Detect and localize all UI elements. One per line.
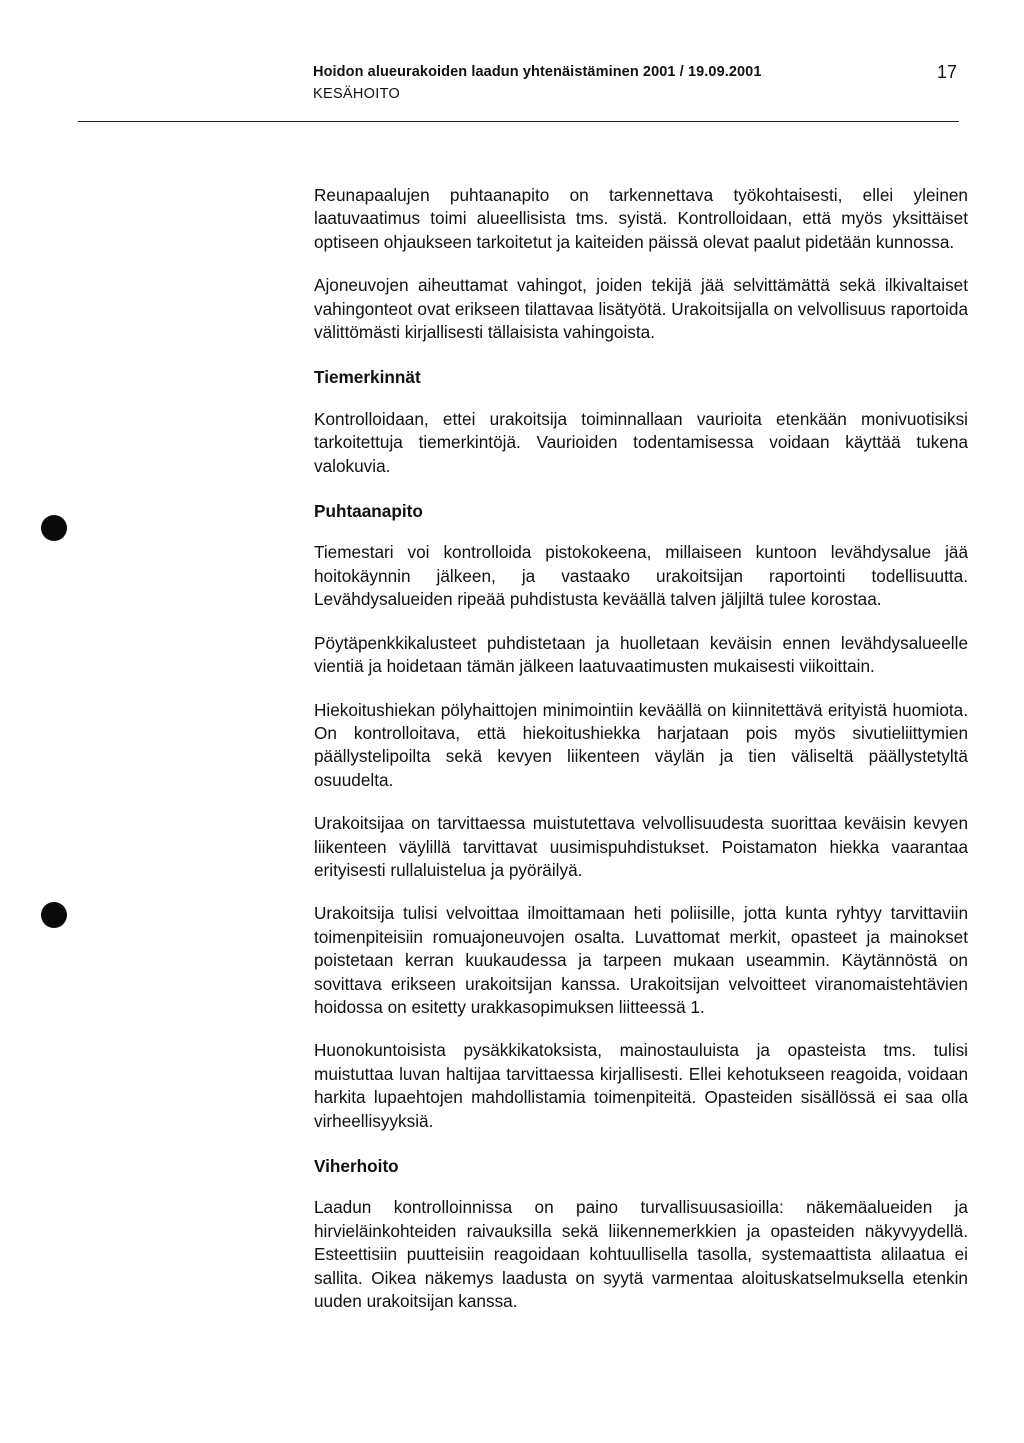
- paragraph-vahingot: Ajoneuvojen aiheuttamat vahingot, joiden tekijä jää selvittämättä sekä ilkivaltaiset vahingonteot ovat erikseen tilattavaa lisätyötä. Urakoitsijalla on velvollisuus raportoida välittömästi kirjallisesti tällaisista vahingoista.: [314, 275, 968, 343]
- paragraph-pysakkikatokset: Huonokuntoisista pysäkkikatoksista, mainostauluista ja opasteista tms. tulisi muistuttaa luvan haltijaa tarvittaessa kirjallisesti. Ellei kehotukseen reagoida, voidaan harkita lupaehtojen mahdollistamia toimenpiteitä. Opasteiden sisällössä ei saa olla virheellisyyksiä.: [314, 1040, 968, 1131]
- paragraph-hiekoitus: Hiekoitushiekan pölyhaittojen minimointiin keväällä on kiinnitettävä erityistä huomiota. On kontrolloitava, että hiekoitushiekka harjataan pois myös sivutieliittymien päällystelipoilta sekä kevyen liikenteen väylän ja tien väliseltä päällystetyltä osuudelta.: [314, 699, 968, 790]
- body-text: [314, 184, 968, 1333]
- paragraph-viherhoito: Laadun kontrolloinnissa on paino turvallisuusasioilla: näkemäalueiden ja hirvieläinkohteiden raivauksilla sekä liikennemerkkien ja opasteiden näkyvyydellä. Esteettisiin puutteisiin reagoidaan kohtuullisella tasolla, systemaattista alilaatua ei sallita. Oikea näkemys laadusta on syytä varmentaa aloituskatselmuksella etenkin uuden urakoitsijan kanssa.: [314, 1197, 968, 1312]
- page-header: [313, 64, 961, 102]
- paragraph-romuajoneuvot: Urakoitsija tulisi velvoittaa ilmoittamaan heti poliisille, jotta kunta ryhtyy tarvittaviin toimenpiteisiin romuajoneuvojen osalta. Luvattomat merkit, opasteet ja mainokset poistetaan kerran kuukaudessa ja tarpeen mukaan useammin. Käytännöstä on sovittava erikseen urakoitsijan kanssa. Urakoitsijan velvoitteet viranomaistehtävien hoidossa on esitetty urakkasopimuksen liitteessä 1.: [314, 903, 968, 1017]
- paragraph-tiemerkinnat: Kontrolloidaan, ettei urakoitsija toiminnallaan vaurioita etenkään monivuotisiksi tarkoitettuja tiemerkintöjä. Vaurioiden todentamisessa voidaan käyttää tukena valokuvia.: [314, 408, 968, 476]
- paragraph-uusimispuhdistus: Urakoitsijaa on tarvittaessa muistutettava velvollisuudesta suorittaa keväisin kevyen liikenteen väylillä tarvittavat uusimispuhdistukset. Poistamaton hiekka vaarantaa erityisesti rullaluistelua ja pyöräilyä.: [314, 813, 968, 880]
- binder-hole-bottom: [41, 902, 67, 928]
- heading-tiemerkinnat: Tiemerkinnät: [314, 367, 421, 388]
- binder-hole-top: [41, 515, 67, 541]
- page-number: 17: [937, 62, 958, 82]
- section-label: KESÄHOITO: [313, 86, 401, 102]
- paragraph-levahdysalue: Tiemestari voi kontrolloida pistokokeena, millaiseen kuntoon levähdysalue jää hoitokäynnin jälkeen, ja vastaako urakoitsijan raportointi todellisuutta. Levähdysalueiden ripeää puhdistusta keväällä talven jäljiltä tulee korostaa.: [314, 542, 968, 610]
- heading-viherhoito: Viherhoito: [314, 1156, 399, 1176]
- paragraph-reunapaalut: Reunapaalujen puhtaanapito on tarkennettava työkohtaisesti, ellei yleinen laatuvaatimus toimi alueellisista tms. syistä. Kontrolloidaan, että myös yksittäiset optiseen ohjaukseen tarkoitetut ja kaiteiden päissä olevat paalut pidetään kunnossa.: [314, 185, 968, 252]
- paragraph-poytapenkit: Pöytäpenkkikalusteet puhdistetaan ja huolletaan keväisin ennen levähdysalueelle vientiä ja hoidetaan tämän jälkeen laatuvaatimusten mukaisesti viikoittain.: [314, 632, 968, 677]
- header-divider: [78, 121, 959, 122]
- document-title: Hoidon alueurakoiden laadun yhtenäistäminen 2001 / 19.09.2001: [313, 64, 762, 80]
- heading-puhtaanapito: Puhtaanapito: [314, 501, 423, 522]
